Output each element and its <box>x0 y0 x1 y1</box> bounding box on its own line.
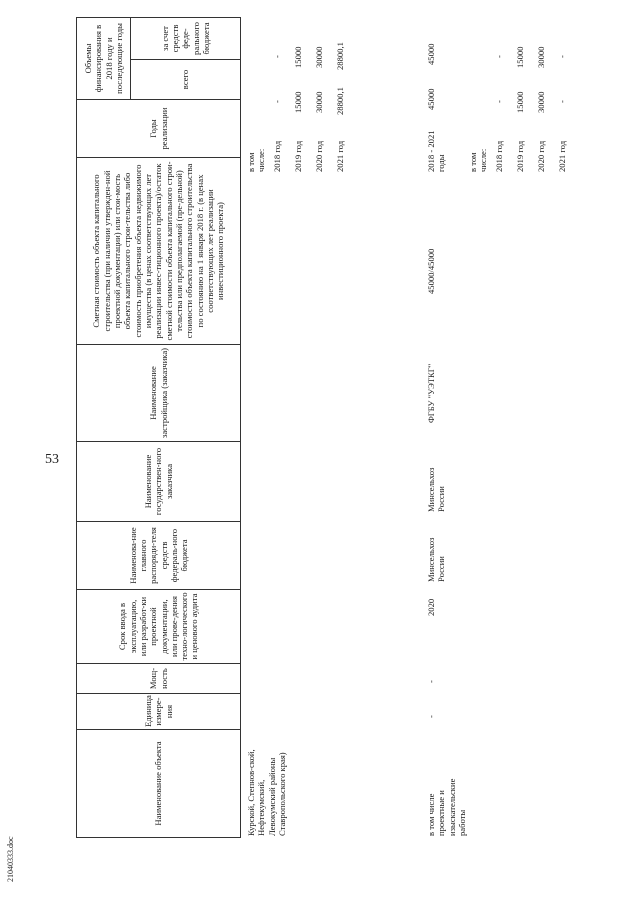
row1-total-3: 30000 <box>314 91 324 113</box>
row1-year-1: 2018 год <box>272 140 282 172</box>
row2-year-2: 2019 год <box>515 140 525 172</box>
row1-total-2: 15000 <box>293 91 303 113</box>
row2-year-3: 2020 год <box>536 140 546 172</box>
row2-federal: 45000 <box>426 43 436 65</box>
row1-object-name: Курской, Степнов-ской, Нефтекумский, Левокумский районы Ставропольского края) <box>246 749 287 836</box>
row2-year-total-1: - <box>494 100 504 103</box>
row1-total-1: - <box>272 100 282 103</box>
header-developer: Наименование застройщика (заказчика) <box>77 345 241 442</box>
row2-estimated-cost: 45000/45000 <box>426 248 436 294</box>
table-header <box>76 17 241 838</box>
row2-year-1: 2018 год <box>494 140 504 172</box>
row2-year-federal-3: 30000 <box>536 46 546 68</box>
header-object-name: Наименование объекта <box>77 730 241 838</box>
row1-year-3: 2020 год <box>314 140 324 172</box>
row2-deadline: 2020 <box>426 598 436 616</box>
row2-capacity: - <box>426 680 436 683</box>
header-state-customer: Наименование государствен-ного заказчика <box>77 442 241 522</box>
row1-federal-4: 28800,1 <box>335 42 345 70</box>
row2-period: 2018 - 2021 годы <box>426 130 447 172</box>
row1-year-2: 2019 год <box>293 140 303 172</box>
header-unit: Единица измере-ния <box>77 694 241 730</box>
row1-federal-2: 15000 <box>293 46 303 68</box>
header-financing: Объемы финансирования в 2018 году и последующие годы <box>77 17 131 99</box>
header-main-manager: Наименова-ние главного распоряди-теля средств федераль-ного бюджета <box>77 522 241 590</box>
header-years: Годы реализации <box>77 100 241 158</box>
row1-federal-3: 30000 <box>314 46 324 68</box>
header-capacity: Мощ-ность <box>77 664 241 694</box>
row1-federal-1: - <box>272 55 282 58</box>
row1-including: в том числе: <box>246 148 267 172</box>
row2-unit: - <box>426 715 436 718</box>
row2-year-total-2: 15000 <box>515 91 525 113</box>
row2-year-federal-4: - <box>557 55 567 58</box>
row2-main-manager: Минсельхоз России <box>426 537 447 582</box>
row2-year-total-4: - <box>557 100 567 103</box>
row2-developer: ФГБУ "УЭТКГ" <box>426 363 436 423</box>
page-number: 53 <box>45 452 59 467</box>
row1-total-4: 28800,1 <box>335 87 345 115</box>
row1-year-4: 2021 год <box>335 140 345 172</box>
row2-year-federal-1: - <box>494 55 504 58</box>
row2-state-customer: Минсельхоз России <box>426 467 447 512</box>
header-estimated-cost: Сметная стоимость объекта капитального строительства (при наличии утвержден-ной проектной документации) или стои-мость объекта капитального строи-тельства либо стоимость приобретения объекта недвижимого имущества (в ценах соответствующих лет реализации инвес-тиционного проекта)/остаток сметной стоимости объекта капитального строи-тельства или предполагаемой (пре-дельной) стоимости объекта капитального строительства по состоянию на 1 января 2018 г. (в ценах соответствующих лет реализации инвестиционного проекта) <box>77 158 241 345</box>
header-total: всего <box>131 60 241 100</box>
row2-total: 45000 <box>426 88 436 110</box>
row2-object-name: в том числе проектные и изыскательские работы <box>426 778 467 836</box>
rotated-table-page <box>76 18 586 838</box>
row2-including: в том числе: <box>468 148 489 172</box>
row2-year-4: 2021 год <box>557 140 567 172</box>
row2-year-total-3: 30000 <box>536 91 546 113</box>
footer-doc-name: 21040333.doc <box>6 836 15 882</box>
header-deadline: Срок ввода в эксплуатацию, или разработ-ки проектной документации, или прове-дения техно-логического и ценового аудита <box>77 590 241 664</box>
header-federal: за счет средств феде-рального бюджета <box>131 17 241 59</box>
row2-year-federal-2: 15000 <box>515 46 525 68</box>
